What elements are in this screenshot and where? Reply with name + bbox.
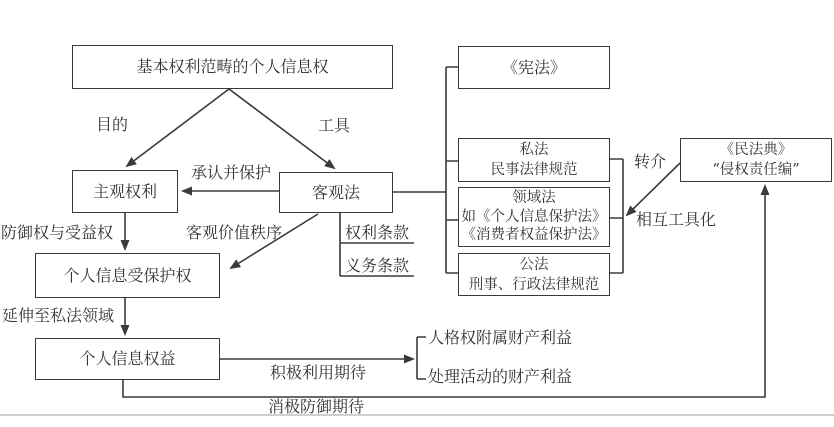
node-civil-code-line1: 《民法典》 [719, 142, 793, 158]
node-private-law-line1: 私法 [519, 142, 549, 158]
node-objective-law [279, 172, 393, 213]
edge-label-referral: 转介 [634, 152, 667, 171]
edge-root-to-subjective [127, 89, 229, 166]
node-personal-info-interests [35, 338, 220, 380]
edge-label-tool: 工具 [318, 116, 351, 135]
edge-label-objective-value-order: 客观价值秩序 [186, 223, 283, 242]
node-domain-law-line1: 领域法 [512, 189, 556, 206]
node-subjective-right [72, 170, 178, 213]
node-public-law [458, 253, 610, 296]
node-subjective-right-label: 主观权利 [92, 181, 157, 201]
node-public-law-line1: 公法 [519, 256, 549, 273]
leaf-processing-property-interest: 处理活动的财产利益 [428, 367, 573, 386]
property-fork-bracket [417, 337, 426, 379]
edge-label-negative-defense-expectation: 消极防御期待 [268, 397, 365, 416]
node-domain-law-line3: 《消费者权益保护法》 [461, 227, 607, 244]
node-constitution [458, 46, 610, 89]
node-protected-right [35, 253, 220, 298]
edge-label-purpose: 目的 [96, 115, 129, 134]
node-domain-law [458, 187, 610, 247]
edge-label-mutual-instrumentalization: 相互工具化 [636, 210, 717, 229]
node-personal-info-interests-label: 个人信息权益 [79, 349, 176, 369]
leaf-personality-property-interest: 人格权附属财产利益 [428, 328, 573, 347]
left-law-bracket [446, 67, 458, 273]
node-private-law [458, 138, 610, 182]
node-root [72, 45, 393, 89]
edge-label-positive-use-expectation: 积极利用期待 [270, 363, 367, 382]
right-law-bracket [610, 159, 623, 273]
edge-label-defense-and-benefit-rights: 防御权与受益权 [1, 223, 114, 242]
node-protected-right-label: 个人信息受保护权 [63, 265, 192, 285]
edge-label-rights-clauses: 权利条款 [345, 223, 410, 242]
edge-label-extend-to-private-law: 延伸至私法领域 [2, 306, 115, 325]
node-private-law-line2: 民事法律规范 [490, 162, 578, 178]
node-domain-law-line2: 如《个人信息保护法》 [461, 208, 607, 225]
node-civil-code [680, 138, 832, 182]
edge-label-recognize-and-protect: 承认并保护 [191, 163, 272, 182]
edge-label-obligation-clauses: 义务条款 [345, 256, 410, 275]
node-constitution-label: 《宪法》 [501, 57, 566, 77]
node-public-law-line2: 刑事、行政法律规范 [468, 276, 600, 293]
node-civil-code-line2: “侵权责任编” [712, 162, 800, 178]
node-root-label: 基本权利范畴的个人信息权 [136, 57, 329, 77]
node-objective-law-label: 客观法 [311, 182, 360, 202]
